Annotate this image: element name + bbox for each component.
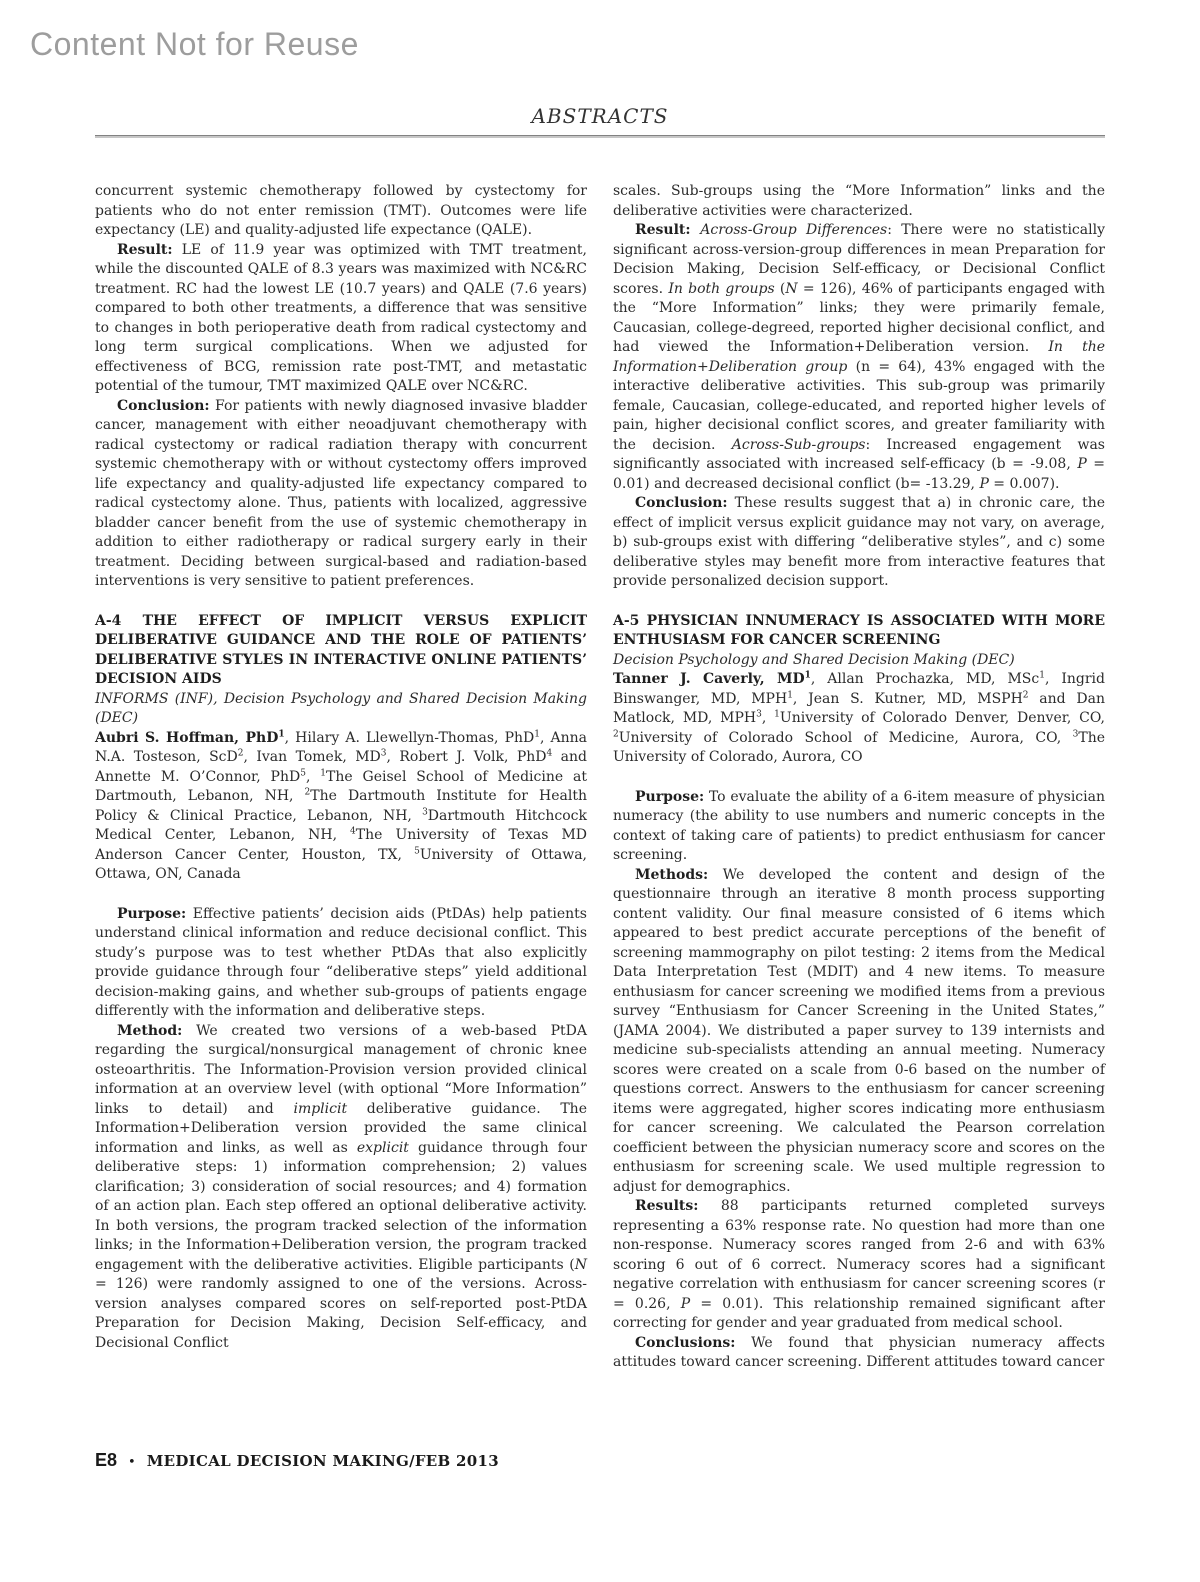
page-number: E8 [95, 1450, 118, 1470]
text-run: In the Information+Deliberation group [613, 339, 1105, 375]
text-run: Conclusion: [635, 495, 728, 511]
conclusion-paragraph [95, 397, 587, 592]
superscript: 4 [350, 826, 356, 837]
superscript: 3 [756, 709, 762, 720]
text-run: ( [774, 280, 786, 297]
track-line [95, 690, 587, 729]
text-run: , Hilary A. Llewellyn-Thomas, PhD [284, 729, 535, 746]
abstracts-title: ABSTRACTS [531, 104, 669, 128]
text-run: The University of Texas MD Anderson Cancer Center, Houston, TX, [95, 827, 587, 863]
text-run: deliberative guidance. The Information+Deliberation version provided the same clinical information and links, as well as [95, 1100, 587, 1156]
text-run: , Ivan Tomek, MD [243, 749, 381, 765]
header-rule [95, 135, 1105, 138]
text-run: In both groups [668, 280, 775, 297]
text-run: University of Colorado Denver, Denver, CO, [779, 710, 1106, 726]
text-run: Results: [635, 1198, 699, 1214]
text-run: guidance through four deliberative steps: 1) information comprehension; 2) values clarification; 3) consideration of social resources; and 4) formation of an action plan. Each step offered an optional deliberative activity. In both versions, the program tracked selection of the information links; in the Information+Deliberation version, the program tracked engagement with the deliberative activities. Eligible participants ( [95, 1139, 588, 1273]
superscript: 1 [534, 728, 540, 739]
text-run: scales. Sub-groups using the “More Information” links and the deliberative activities were characterized. [613, 183, 1105, 219]
superscript: 1 [787, 689, 793, 700]
conclusion-paragraph [613, 494, 1105, 592]
text-run: = 0.01). This relationship remained significant after correcting for gender and year graduated from medical school. [613, 1295, 1105, 1331]
text-run: N [574, 1256, 587, 1273]
text-run: The Geisel School of Medicine at Dartmouth, Lebanon, NH, [95, 768, 587, 804]
method-paragraph [95, 1022, 587, 1354]
result-paragraph [613, 221, 1105, 494]
text-run: The Dartmouth Institute for Health Policy & Clinical Practice, Lebanon, NH, [95, 788, 587, 824]
journal-title: MEDICAL DECISION MAKING/FEB 2013 [146, 1452, 499, 1470]
text-run: We developed the content and design of the questionnaire through an iterative 8 month process supporting content validity. Our final measure consisted of 6 items which appeared to best predict accurate perceptions of the benefit of screening mammography on pilot testing: 2 items from the Medical Data Interpretation Test (MDIT) and 4 new items. To measure enthusiasm for cancer screening we modified items from a previous survey “Enthusiasm for Cancer Screening in the United States,” (JAMA 2004). We distributed a paper survey to 139 internists and medicine sub-specialists attending an annual meeting. Numeracy scores were created on a scale from 0-6 based on the number of questions correct. Answers to the enthusiasm for cancer screening items were aggregated, higher scores indicating more enthusiasm for cancer screening. We calculated the Pearson correlation coefficient between the physician numeracy score and scores on the enthusiasm for screening scale. We used multiple regression to adjust for demographics. [613, 866, 1105, 1195]
results-paragraph [613, 1197, 1105, 1334]
text-run: implicit [293, 1100, 348, 1117]
purpose-paragraph [613, 788, 1105, 866]
text-run: concurrent systemic chemotherapy followed by cystectomy for patients who do not enter remission (TMT). Outcomes were life expectancy (LE) and quality-adjusted life expectance (QALE). [95, 183, 587, 238]
text-run: A-4 THE EFFECT OF IMPLICIT VERSUS EXPLICIT DELIBERATIVE GUIDANCE AND THE ROLE OF PATIENTS’ DELIBERATIVE STYLES IN INTERACTIVE ONLINE PATIENTS’ DECISION AIDS [95, 612, 587, 687]
text-run: Across-Sub-groups [731, 436, 866, 453]
superscript: 3 [422, 806, 428, 817]
text-run: , Jean S. Kutner, MD, MSPH [792, 690, 1023, 707]
superscript: 2 [304, 787, 311, 798]
text-run: , [305, 768, 321, 785]
text-run: Effective patients’ decision aids (PtDAs) help patients understand clinical information and reduce decisional conflict. This study’s purpose was to test whether PtDAs that also explicitly provide guidance through four “deliberative steps” yield additional decision-making gains, and whether sub-groups of patients engage differently with the information and deliberative steps. [95, 905, 587, 1019]
superscript: 1 [774, 709, 780, 720]
text-run: LE of 11.9 year was optimized with TMT treatment, while the discounted QALE of 8.3 years was maximized with NC&RC treatment. RC had the lowest LE (10.7 years) and QALE (7.6 years) compared to both other treatments, a difference that was sensitive to changes in both perioperative death from radical cystectomy and long term surgical complications. When we adjusted for effectiveness of BCG, remission rate post-TMT, and metastatic potential of the tumour, TMT maximized QALE over NC&RC. [95, 241, 587, 394]
superscript: 5 [414, 845, 420, 856]
text-run: For patients with newly diagnosed invasive bladder cancer, management with either neoadjuvant chemotherapy with radical cystectomy or radical radiation therapy with concurrent systemic chemotherapy with or without cystectomy offers improved life expectancy and quality-adjusted life expectancy compared to radical cystectomy alone. Thus, patients with localized, aggressive bladder cancer benefit from the use of systemic chemotherapy in addition to either radiotherapy or radical surgery early in their treatment. Deciding between surgical-based and radiation-based interventions is very sensitive to patient preferences. [95, 397, 587, 589]
right-column [613, 182, 1105, 1373]
text-run: (n = 64), 43% engaged with the interactive deliberative activities. This sub-group was primarily female, Caucasian, college-educated, and reported higher levels of pain, higher decisional conflict scores, and greater familiarity with the decision. [613, 358, 1105, 453]
text-run: and Dan Matlock, MD, MPH [613, 690, 1105, 726]
left-column [95, 182, 587, 1373]
superscript: 3 [1072, 728, 1079, 739]
superscript: 4 [546, 748, 553, 759]
text-run: We found that physician numeracy affects attitudes toward cancer screening. Different attitudes toward cancer [613, 1334, 1105, 1370]
text-run: 88 participants returned completed surveys representing a 63% response rate. No question had more than one non-response. Numeracy scores ranged from 2-6 and with 63% scoring 6 out of 6 correct. Numeracy scores had a significant negative correlation with enthusiasm for cancer screening scores (r = 0.26, [613, 1198, 1105, 1312]
superscript: 2 [1022, 689, 1029, 700]
text-run: = 0.007). [988, 475, 1060, 492]
superscript: 1 [1039, 670, 1045, 681]
text-run: and Annette M. O’Connor, PhD [95, 749, 588, 785]
text-run: P [1077, 456, 1087, 472]
superscript: 3 [380, 748, 387, 759]
text-run: Aubri S. Hoffman, PhD [95, 729, 279, 746]
authors-affiliations [613, 670, 1105, 768]
footer-bullet-icon: • [128, 1455, 136, 1470]
text-run: , Allan Prochazka, MD, MSc [810, 671, 1040, 687]
superscript: 1 [320, 767, 327, 778]
text-run: , Ingrid Binswanger, MD, MPH [613, 671, 1105, 707]
text-run: Conclusion: [117, 397, 210, 414]
text-run: = 0.01) and decreased decisional conflict (b= -13.29, [613, 456, 1105, 492]
text-run: Purpose: [635, 788, 705, 805]
text-run: University of Ottawa, Ottawa, ON, Canada [95, 846, 587, 882]
text-run: University of Colorado School of Medicine, Aurora, CO, [618, 729, 1073, 746]
purpose-paragraph [95, 905, 587, 1022]
two-column-body [0, 182, 1200, 1373]
abstract-continuation-paragraph [613, 182, 1105, 221]
superscript: 2 [237, 748, 244, 759]
text-run: = 126) were randomly assigned to one of the versions. Across-version analyses compared scores on self-reported post-PtDA Preparation for Decision Making, Decision Self-efficacy, and Decisional Conflict [95, 1276, 587, 1351]
text-run: Purpose: [117, 905, 187, 922]
superscript: 1 [804, 670, 811, 681]
abstract-heading-a5 [613, 612, 1105, 651]
text-run: : There were no statistically significant across-version-group differences in mean Preparation for Decision Making, Decision Self-efficacy, or Decisional Conflict scores. [613, 222, 1105, 297]
text-run: We created two versions of a web-based PtDA regarding the surgical/nonsurgical management of chronic knee osteoarthritis. The Information-Provision version provided clinical information at an overview level (with optional “More Information” links to detail) and [95, 1022, 587, 1117]
text-run: = 126), 46% of participants engaged with the “More Information” links; they were primarily female, Caucasian, college-degreed, reported higher decisional conflict, and had viewed the Information+Deliberation version. [613, 280, 1105, 355]
text-run: P [680, 1295, 691, 1312]
text-run: INFORMS (INF), Decision Psychology and Shared Decision Making (DEC) [95, 690, 587, 726]
text-run: P [979, 475, 989, 492]
result-paragraph [95, 241, 587, 397]
text-run: N [785, 280, 798, 297]
watermark: Content Not for Reuse [30, 26, 359, 62]
text-run: The University of Colorado, Aurora, CO [613, 729, 1105, 765]
text-run: : Increased engagement was significantly associated with increased self-efficacy (b = -9.08, [613, 436, 1105, 472]
conclusions-paragraph [613, 1334, 1105, 1373]
authors-affiliations [95, 729, 587, 885]
superscript: 1 [278, 728, 285, 739]
text-run: Tanner J. Caverly, MD [613, 671, 805, 687]
superscript: 2 [613, 728, 619, 739]
text-run: These results suggest that a) in chronic care, the effect of implicit versus explicit guidance may not vary, on average, b) sub-groups exist with differing “deliberative styles”, and c) some deliberative styles may benefit more from interactive features that provide personalized decision support. [613, 495, 1105, 589]
abstract-continuation-paragraph [95, 182, 587, 241]
abstract-heading-a4 [95, 612, 587, 690]
text-run: Method: [117, 1022, 183, 1039]
text-run: To evaluate the ability of a 6-item measure of physician numeracy (the ability to use numbers and numeric concepts in the context of taking care of patients) to predict enthusiasm for cancer screening. [613, 788, 1105, 863]
text-run: Result: [635, 222, 701, 238]
text-run: Across-Group Differences [700, 222, 888, 238]
text-run: Decision Psychology and Shared Decision Making (DEC) [613, 651, 1015, 668]
methods-paragraph [613, 866, 1105, 1198]
superscript: 5 [300, 767, 306, 778]
page-footer [95, 1450, 499, 1471]
page-header [0, 0, 1200, 128]
text-run: Conclusions: [635, 1334, 736, 1351]
text-run: A-5 PHYSICIAN INNUMERACY IS ASSOCIATED WITH MORE ENTHUSIASM FOR CANCER SCREENING [613, 612, 1105, 648]
track-line [613, 651, 1105, 671]
text-run: Result: [117, 241, 173, 258]
text-run: explicit [356, 1139, 409, 1156]
text-run: Methods: [635, 866, 709, 883]
text-run: , Robert J. Volk, PhD [386, 749, 547, 765]
text-run: Dartmouth Hitchcock Medical Center, Lebanon, NH, [95, 807, 587, 843]
text-run: , [761, 710, 775, 726]
text-run: , Anna N.A. Tosteson, ScD [95, 729, 587, 765]
